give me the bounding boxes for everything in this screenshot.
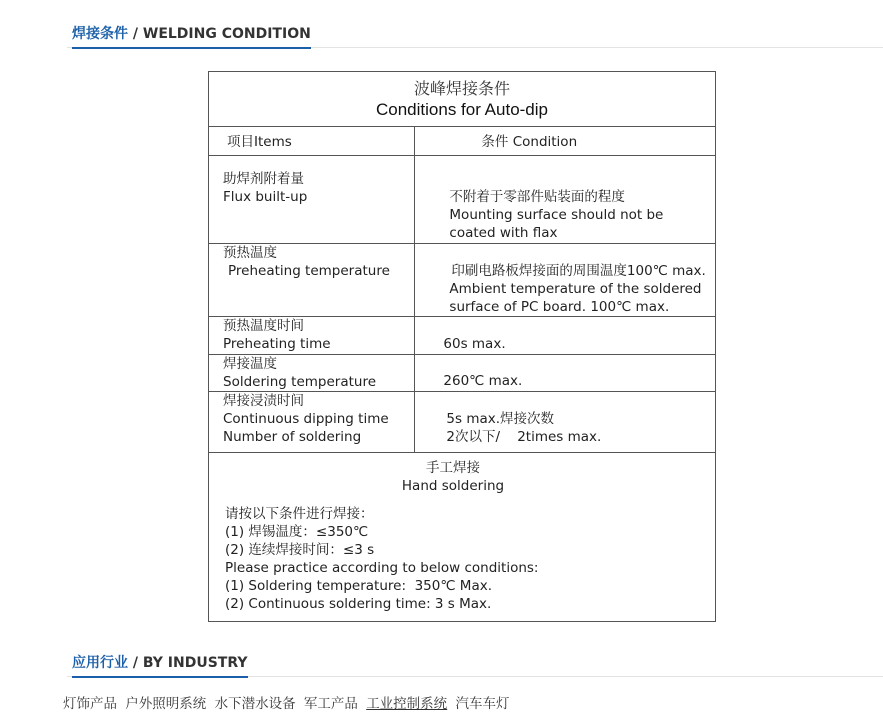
hand-line: (2) Continuous soldering time: 3 s Max. — [225, 596, 492, 612]
item-cell-preheat-time — [209, 317, 415, 355]
header-item-label: 项目Items — [227, 134, 292, 150]
industry-links — [63, 692, 513, 712]
header-condition-cell — [415, 127, 716, 156]
by-industry-title — [72, 652, 248, 678]
header-item-cell — [209, 127, 415, 156]
item-cell-dipping — [209, 392, 415, 453]
item-line: Flux built-up — [223, 189, 308, 205]
hand-line: 请按以下条件进行焊接： — [225, 506, 374, 522]
industry-link-lighting[interactable]: 灯饰产品 — [63, 696, 117, 712]
condition-line: 60s max. — [443, 336, 506, 352]
welding-title-en: WELDING CONDITION — [142, 26, 311, 42]
item-cell-flux — [209, 156, 415, 244]
table-header-row — [209, 127, 716, 156]
welding-title-cn: 焊接条件 — [72, 26, 128, 42]
item-line: 焊接浸渍时间 — [223, 393, 304, 409]
item-line: Continuous dipping time — [223, 411, 389, 427]
hand-line: (1) 焊锡温度：≤350℃ — [225, 524, 369, 540]
table-row — [209, 244, 716, 317]
table-title-cell — [209, 72, 716, 127]
industry-link-underwater[interactable]: 水下潜水设备 — [214, 696, 296, 712]
hand-soldering-row — [209, 453, 716, 622]
table-row — [209, 317, 716, 355]
condition-line: 5s max.焊接次数 — [446, 411, 555, 427]
header-condition-label: 条件 Condition — [481, 134, 578, 150]
item-line: 预热温度 — [223, 245, 277, 261]
hand-line: Please practice according to below conditions: — [225, 560, 539, 576]
condition-line: coated with flax — [449, 225, 558, 241]
condition-cell-preheat-time — [415, 317, 716, 355]
condition-line: Mounting surface should not be — [449, 207, 664, 223]
condition-line: 印刷电路板焊接面的周围温度100℃ max. — [451, 263, 706, 279]
condition-line: 不附着于零部件贴装面的程度 — [449, 189, 625, 205]
welding-title-separator: / — [128, 26, 143, 42]
by-industry-header — [67, 652, 883, 677]
auto-dip-conditions-table — [208, 71, 716, 622]
industry-link-outdoor-lighting[interactable]: 户外照明系统 — [125, 696, 207, 712]
hand-line: (2) 连续焊接时间：≤3 s — [225, 542, 375, 558]
table-row — [209, 392, 716, 453]
hand-soldering-cell — [209, 453, 716, 622]
industry-title-separator: / — [128, 655, 143, 671]
condition-cell-flux — [415, 156, 716, 244]
table-title-en: Conditions for Auto-dip — [376, 100, 548, 119]
item-cell-preheat-temp — [209, 244, 415, 317]
welding-condition-header — [67, 23, 883, 48]
item-line: Soldering temperature — [223, 374, 377, 390]
item-line: Preheating time — [223, 336, 331, 352]
industry-title-en: BY INDUSTRY — [142, 655, 248, 671]
condition-cell-soldering-temp — [415, 355, 716, 392]
table-row — [209, 355, 716, 392]
table-row — [209, 156, 716, 244]
industry-link-industrial-control[interactable]: 工业控制系统 — [366, 696, 448, 712]
industry-link-military[interactable]: 军工产品 — [303, 696, 358, 712]
item-line: Preheating temperature — [228, 263, 390, 279]
industry-title-cn: 应用行业 — [72, 655, 128, 671]
condition-cell-dipping — [415, 392, 716, 453]
item-line: Number of soldering — [223, 429, 362, 445]
table-title-row — [209, 72, 716, 127]
condition-line: 2次以下/ 2times max. — [446, 429, 602, 445]
item-line: 预热温度时间 — [223, 318, 304, 334]
table-title-cn: 波峰焊接条件 — [413, 79, 510, 98]
item-line: 助焊剂附着量 — [223, 171, 304, 187]
welding-condition-title — [72, 23, 311, 49]
hand-line: (1) Soldering temperature: 350℃ Max. — [225, 578, 492, 594]
item-line: 焊接温度 — [223, 356, 277, 372]
hand-title-cn: 手工焊接 — [426, 460, 480, 476]
hand-title-en: Hand soldering — [401, 478, 505, 494]
condition-cell-preheat-temp — [415, 244, 716, 317]
industry-link-automotive[interactable]: 汽车车灯 — [455, 696, 510, 712]
condition-line: Ambient temperature of the soldered — [449, 281, 702, 297]
item-cell-soldering-temp — [209, 355, 415, 392]
condition-line: 260℃ max. — [443, 373, 523, 389]
condition-line: surface of PC board. 100℃ max. — [449, 299, 670, 315]
